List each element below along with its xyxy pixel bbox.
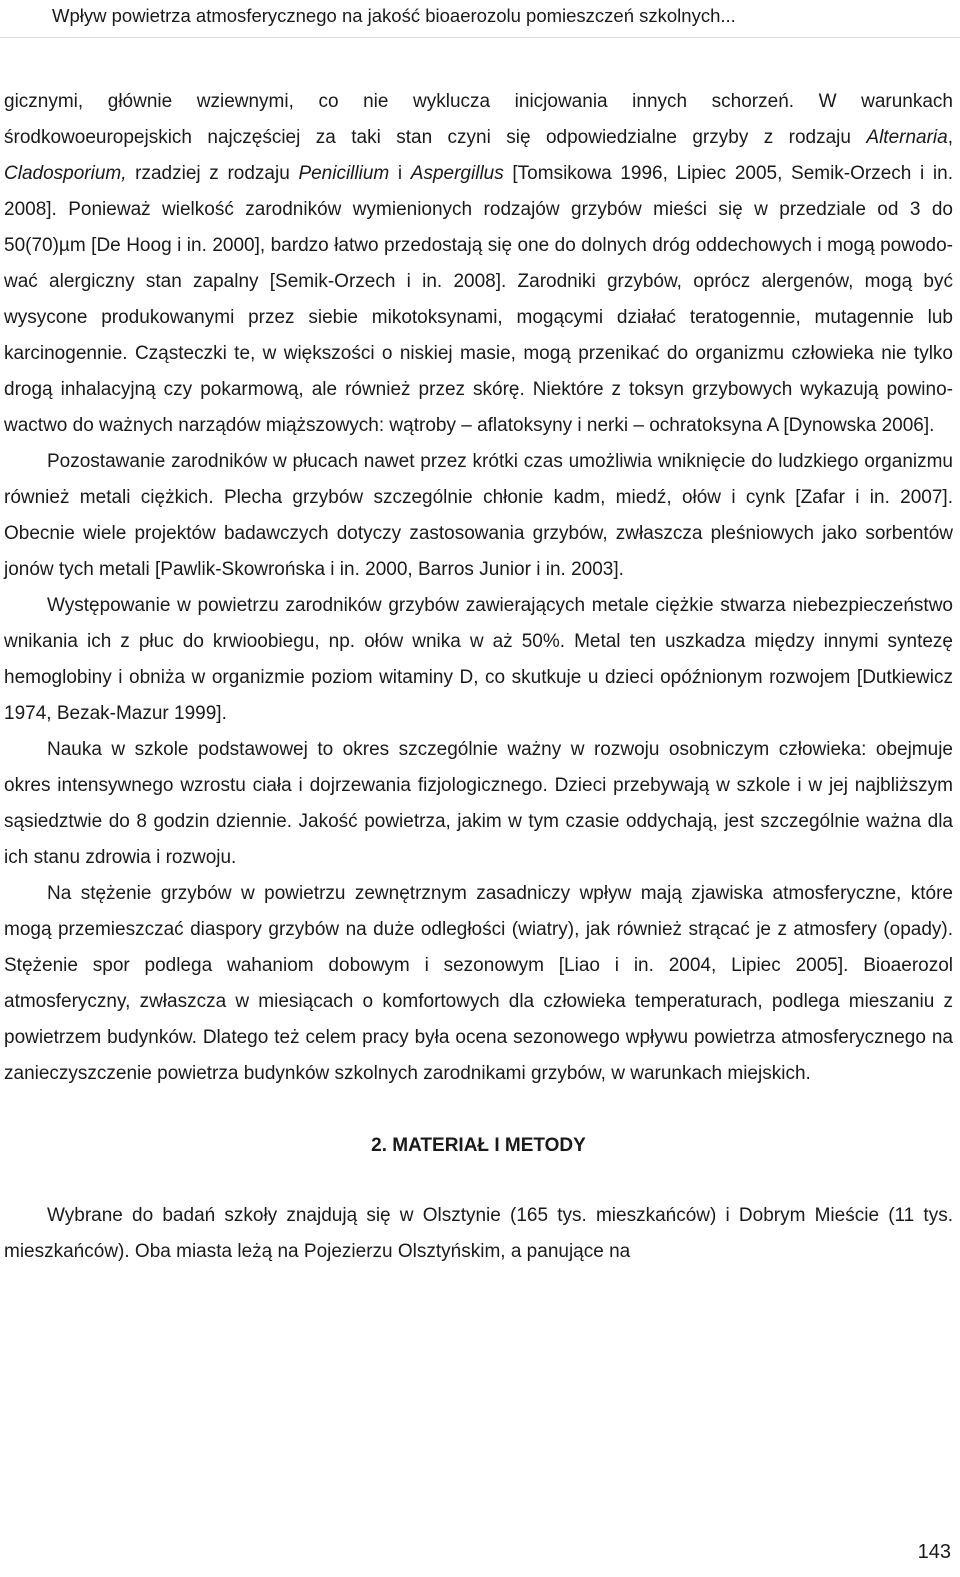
running-title: Wpływ powietrza atmosferycznego na jakość bioaerozolu pomieszczeń szkolnych... (52, 5, 736, 26)
paragraph-2: Pozostawanie zarodników w płucach nawet przez krótki czas umożliwia wniknięcie do ludzkiego organizmu również metali ciężkich. Plecha grzybów szczególnie chłonie kadm, miedź, ołów i cynk [Zafar i in. 2007]. Obecnie wiele projektów badawczych dotyczy zastosowania grzybów, zwłaszcza pleśniowych jako sorbentów jonów tych metali [Pawlik-Skowrońska i in. 2000, Barros Junior i in. 2003]. (4, 451, 953, 580)
article-body (4, 84, 953, 1270)
paragraph-5: Na stężenie grzybów w powietrzu zewnętrznym zasadniczy wpływ mają zjawiska atmosferyczne, które mogą przemieszczać diaspory grzybów na duże odległości (wiatry), jak również strącać je z atmosfery (opady). Stężenie spor podlega wahaniom dobowym i sezonowym [Liao i in. 2004, Lipiec 2005]. Bioaerozol atmosferyczny, zwłaszcza w miesiącach o komfortowych dla człowieka temperaturach, podlega mieszaniu z powietrzem budynków. Dlatego też celem pracy była ocena sezonowego wpływu powietrza atmosferycznego na zanieczyszczenie powietrza budynków szkolnych zarodnikami grzybów, w warunkach miejskich. (4, 883, 953, 1084)
genus-alternaria: Alternaria (866, 127, 948, 148)
genus-penicillium: Penicillium (298, 163, 390, 184)
page-number: 143 (917, 1541, 951, 1563)
paragraph-3: Występowanie w powietrzu zarodników grzybów zawierających metale ciężkie stwarza niebezpieczeństwo wnikania ich z płuc do krwioobiegu, np. ołów wnika w aż 50%. Metal ten uszkadza między innymi syntezę hemoglobiny i obniża w organizmie poziom witaminy D, co skutkuje u dzieci opóźnionym rozwojem [Dutkiewicz 1974, Bezak-Mazur 1999]. (4, 595, 953, 724)
genus-aspergillus: Aspergillus (410, 163, 504, 184)
section-heading: 2. MATERIAŁ I METODY (371, 1135, 586, 1156)
paragraph-1: gicznymi, głównie wziewnymi, co nie wyklucza inicjowania innych schorzeń. W warunkach środkowoeuropejskich najczęściej za taki stan czyni się odpowiedzialne grzyby z rodzaju Alternaria, Cladosporium, rzadziej z rodzaju Penicillium i Aspergillus [Tomsikowa 1996, Lipiec 2005, Semik-Orzech i in. 2008]. Ponieważ wielkość zarodników wymienionych rodzajów grzybów mieści się w przedziale od 3 do 50(70)µm [De Hoog i in. 2000], bardzo łatwo przedostają się one do dolnych dróg oddechowych i mogą powodować alergiczny stan zapalny [Semik-Orzech i in. 2008]. Zarodniki grzybów, oprócz alergenów, mogą być wysycone produkowanymi przez siebie mikotoksynami, mogącymi działać teratogennie, mutagennie lub karcinogennie. Cząsteczki te, w większości o niskiej masie, mogą przenikać do organizmu człowieka nie tylko drogą inhalacyjną czy pokarmową, ale również przez skórę. Niektóre z toksyn grzybowych wykazują powinowactwo do ważnych narządów miąższowych: wątroby – aflatoksyny i nerki – ochratoksyna A [Dynowska 2006]. (4, 91, 953, 436)
genus-cladosporium: Cladosporium, (4, 163, 127, 184)
running-header (0, 0, 960, 38)
paragraph-6: Wybrane do badań szkoły znajdują się w Olsztynie (165 tys. mieszkańców) i Dobrym Mieście (11 tys. mieszkańców). Oba miasta leżą na Pojezierzu Olsztyńskim, a panujące na (4, 1205, 953, 1262)
paragraph-4: Nauka w szkole podstawowej to okres szczególnie ważny w rozwoju osobniczym człowieka: obejmuje okres intensywnego wzrostu ciała i dojrzewania fizjologicznego. Dzieci przebywają w szkole i w jej najbliższym sąsiedztwie do 8 godzin dziennie. Jakość powietrza, jakim w tym czasie oddychają, jest szczególnie ważna dla ich stanu zdrowia i rozwoju. (4, 739, 953, 868)
